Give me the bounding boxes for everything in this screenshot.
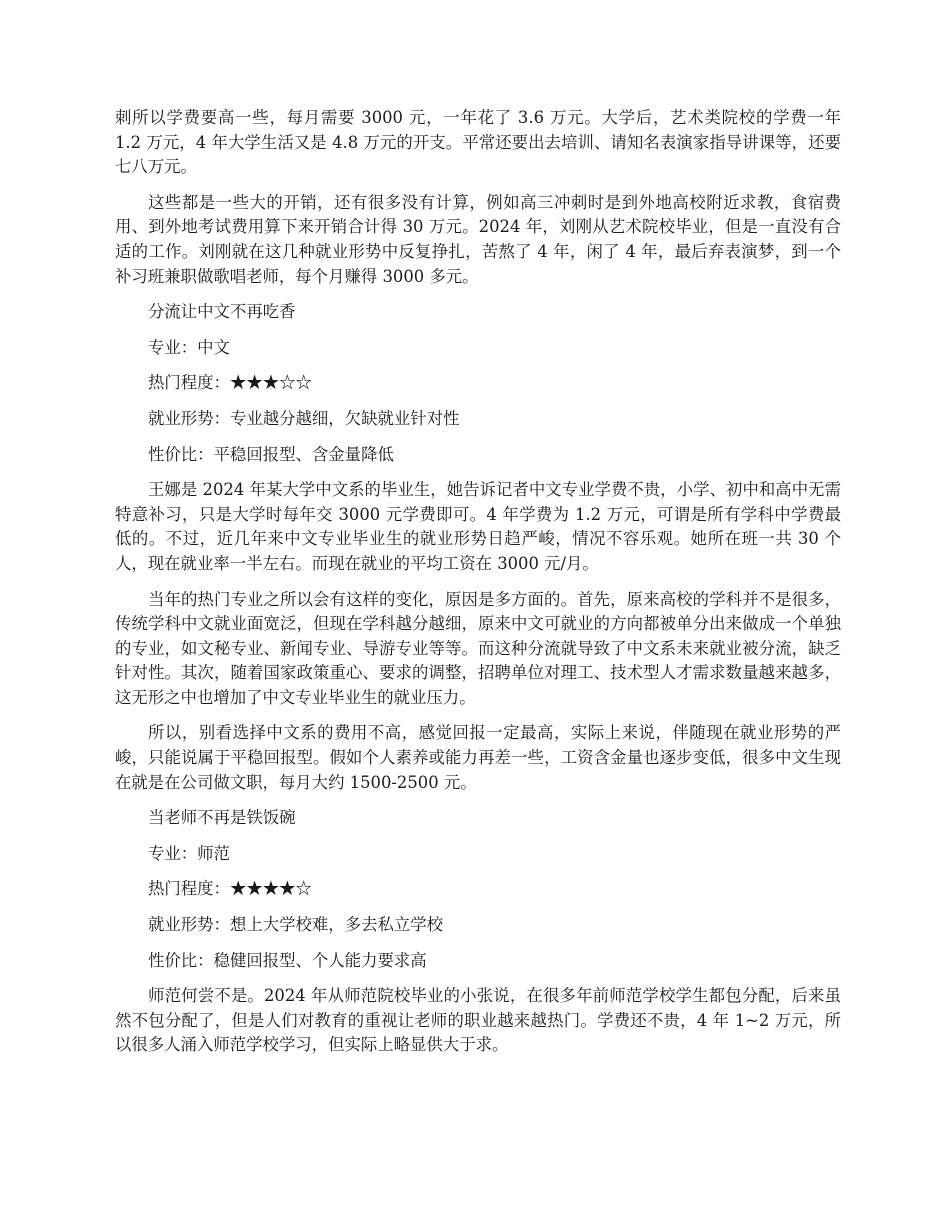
teacher-popularity-rating: 热门程度：★★★★☆ (148, 879, 312, 899)
teacher-major-label: 专业：师范 (148, 843, 230, 863)
paragraph-wang-na: 王娜是 2024 年某大学中文系的毕业生，她告诉记者中文专业学费不贵，小学、初中和高中无需特意补习，只是大学时每年交 3000 元学费即可。4 年学费为 1.2 万元，可谓是所有学科中学费最低的。不过，近几年来中文专业毕业生的就业形势日趋严峻，情况不容乐观。她所在班一共 30 个人，现在就业率一半左右。而现在就业的平均工资在 3000 元/月。 (115, 480, 841, 573)
document-body (115, 106, 841, 1069)
chinese-major-label: 专业：中文 (148, 337, 230, 357)
chinese-employment-outlook: 就业形势：专业越分越细，欠缺就业针对性 (148, 408, 460, 428)
chinese-cost-performance: 性价比：平稳回报型、含金量降低 (148, 444, 394, 464)
paragraph-reasons: 当年的热门专业之所以会有这样的变化，原因是多方面的。首先，原来高校的学科并不是很多，传统学科中文就业面宽泛，但现在学科越分越细，原来中文可就业的方向都被单分出来做成一个单独的专业，如文秘专业、新闻专业、导游专业等等。而这种分流就导致了中文系未来就业被分流，缺乏针对性。其次，随着国家政策重心、要求的调整，招聘单位对理工、技术型人才需求数量越来越多，这无形之中也增加了中文专业毕业生的就业压力。 (115, 589, 841, 707)
paragraph-conclusion-chinese: 所以，别看选择中文系的费用不高，感觉回报一定最高，实际上来说，伴随现在就业形势的严峻，只能说属于平稳回报型。假如个人素养或能力再差一些，工资含金量也逐步变低，很多中文生现在就是在公司做文职，每月大约 1500-2500 元。 (115, 723, 841, 792)
teacher-cost-performance: 性价比：稳健回报型、个人能力要求高 (148, 950, 427, 970)
paragraph-tuition-continued: 刺所以学费要高一些，每月需要 3000 元，一年花了 3.6 万元。大学后，艺术类院校的学费一年 1.2 万元，4 年大学生活又是 4.8 万元的开支。平常还要出去培训、请知名表演家指导讲课等，还要七八万元。 (115, 108, 841, 177)
chinese-popularity-rating: 热门程度：★★★☆☆ (148, 373, 312, 393)
paragraph-expenses: 这些都是一些大的开销，还有很多没有计算，例如高三冲刺时是到外地高校附近求教，食宿费用、到外地考试费用算下来开销合计得 30 万元。2024 年，刘刚从艺术院校毕业，但是一直没有合适的工作。刘刚就在这几种就业形势中反复挣扎，苦熬了 4 年，闲了 4 年，最后弃表演梦，到一个补习班兼职做歌唱老师，每个月赚得 3000 多元。 (115, 192, 841, 286)
section-heading-chinese: 分流让中文不再吃香 (148, 302, 296, 322)
teacher-employment-outlook: 就业形势：想上大学校难，多去私立学校 (148, 915, 444, 935)
paragraph-normal-school: 师范何尝不是。2024 年从师范院校毕业的小张说，在很多年前师范学校学生都包分配，后来虽然不包分配了，但是人们对教育的重视让老师的职业越来越热门。学费还不贵，4 年 1~2 万元，所以很多人涌入师范学校学习，但实际上略显供大于求。 (115, 986, 841, 1055)
section-heading-teacher: 当老师不再是铁饭碗 (148, 808, 296, 828)
